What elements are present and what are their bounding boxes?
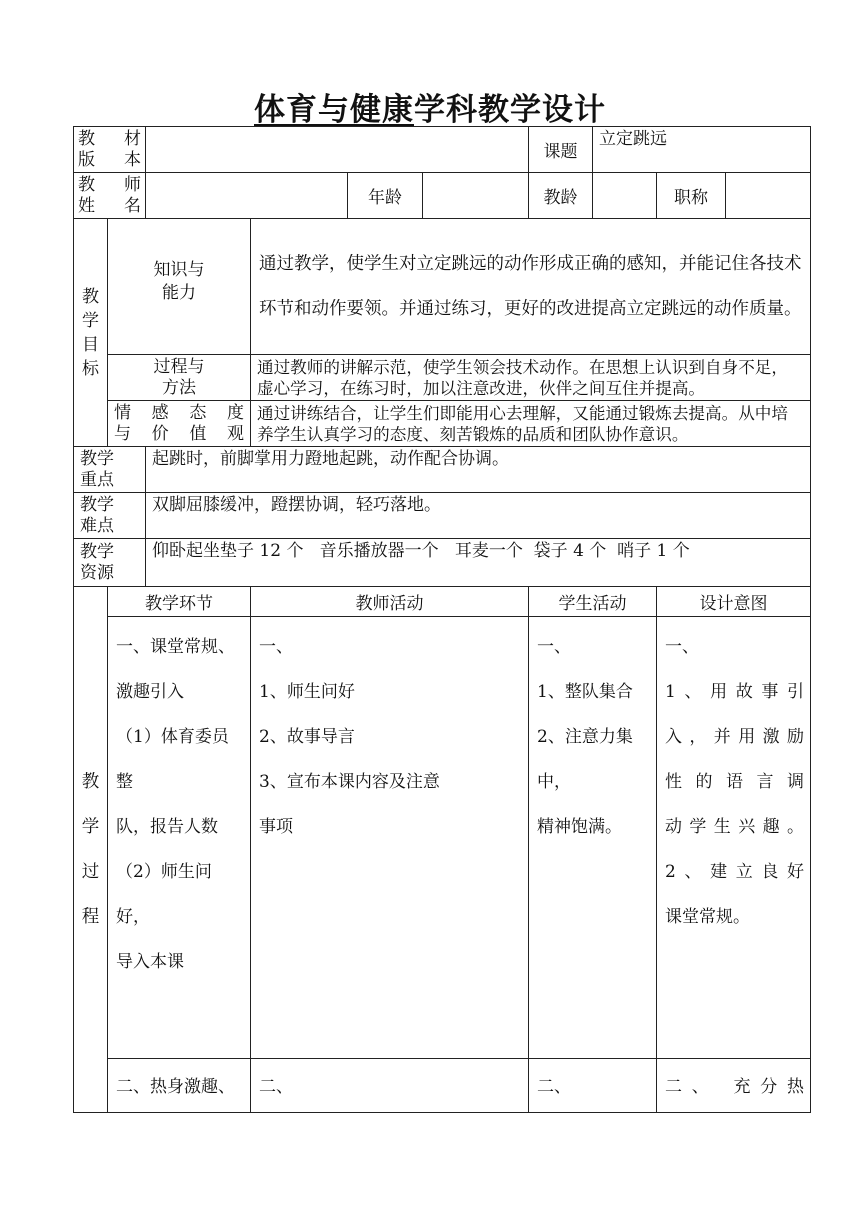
job-title-label: 职称: [657, 173, 726, 219]
edition-value[interactable]: [146, 127, 529, 173]
stage1-student: 一、 1、整队集合 2、注意力集中， 精神饱满。: [529, 617, 657, 1059]
stage1-intent: 一、 1、用故事引 入，并用激励 性的语言调 动学生兴趣。 2、建立良好 课堂常规。: [657, 617, 811, 1059]
teacher-name-value[interactable]: [146, 173, 348, 219]
header-teacher: 教师活动: [251, 587, 529, 617]
stage2-intent: 二、 充分热: [657, 1059, 811, 1113]
stage2-segment: 二、热身激趣、: [108, 1059, 251, 1113]
row-stage-1: [74, 617, 811, 1059]
key-points-label: 教学 重点: [74, 447, 146, 493]
difficulties-label: 教学 难点: [74, 493, 146, 539]
edition-label: 教 材 版 本: [74, 127, 146, 173]
teaching-age-label: 教龄: [529, 173, 593, 219]
stage2-student: 二、: [529, 1059, 657, 1113]
difficulties-text: 双脚屈膝缓冲，蹬摆协调，轻巧落地。: [146, 493, 811, 539]
goal-knowledge-label: 知识与 能力: [108, 219, 251, 355]
key-points-text: 起跳时，前脚掌用力蹬地起跳，动作配合协调。: [146, 447, 811, 493]
age-value[interactable]: [423, 173, 529, 219]
topic-label: 课题: [529, 127, 593, 173]
header-intent: 设计意图: [657, 587, 811, 617]
goals-label: 教学目标: [74, 219, 108, 447]
lesson-plan-table: [73, 126, 811, 1113]
resources-text: 仰卧起坐垫子 12 个 音乐播放器一个 耳麦一个 袋子 4 个 哨子 1 个: [146, 539, 811, 587]
stage2-teacher: 二、: [251, 1059, 529, 1113]
stage1-teacher: 一、 1、师生问好 2、故事导言 3、宣布本课内容及注意 事项: [251, 617, 529, 1059]
teaching-age-value[interactable]: [593, 173, 657, 219]
row-edition: [74, 127, 811, 173]
row-teacher: [74, 173, 811, 219]
row-process-header: [74, 587, 811, 617]
topic-value[interactable]: 立定跳远: [593, 127, 811, 173]
row-goal-knowledge: [74, 219, 811, 355]
row-key-points: [74, 447, 811, 493]
title-rest: 学科教学设计: [414, 92, 606, 128]
goal-process-label: 过程与 方法: [108, 355, 251, 401]
teacher-name-label: 教 师 姓 名: [74, 173, 146, 219]
row-difficulties: [74, 493, 811, 539]
row-goal-process: [74, 355, 811, 401]
job-title-value[interactable]: [726, 173, 811, 219]
goal-process-text: 通过教师的讲解示范，使学生领会技术动作。在思想上认识到自身不足，虚心学习，在练习时，加以注意改进，伙伴之间互住并提高。: [251, 355, 811, 401]
page-title: [0, 84, 860, 129]
goal-emotion-text: 通过讲练结合，让学生们即能用心去理解，又能通过锻炼去提高。从中培养学生认真学习的态度、刻苦锻炼的品质和团队协作意识。: [251, 401, 811, 447]
goal-emotion-label: 情感态度 与价值观: [108, 401, 251, 447]
title-underlined: 体育与健康: [254, 92, 414, 128]
row-resources: [74, 539, 811, 587]
header-student: 学生活动: [529, 587, 657, 617]
header-segment: 教学环节: [108, 587, 251, 617]
row-goal-emotion: [74, 401, 811, 447]
age-label: 年龄: [348, 173, 423, 219]
goal-knowledge-text: 通过教学，使学生对立定跳远的动作形成正确的感知，并能记住各技术环节和动作要领。并通过练习，更好的改进提高立定跳远的动作质量。: [251, 219, 811, 355]
resources-label: 教学 资源: [74, 539, 146, 587]
stage1-segment: 一、课堂常规、 激趣引入 （1）体育委员整 队，报告人数 （2）师生问好， 导入本课: [108, 617, 251, 1059]
row-stage-2: [74, 1059, 811, 1113]
process-label: 教 学 过 程: [74, 587, 108, 1113]
